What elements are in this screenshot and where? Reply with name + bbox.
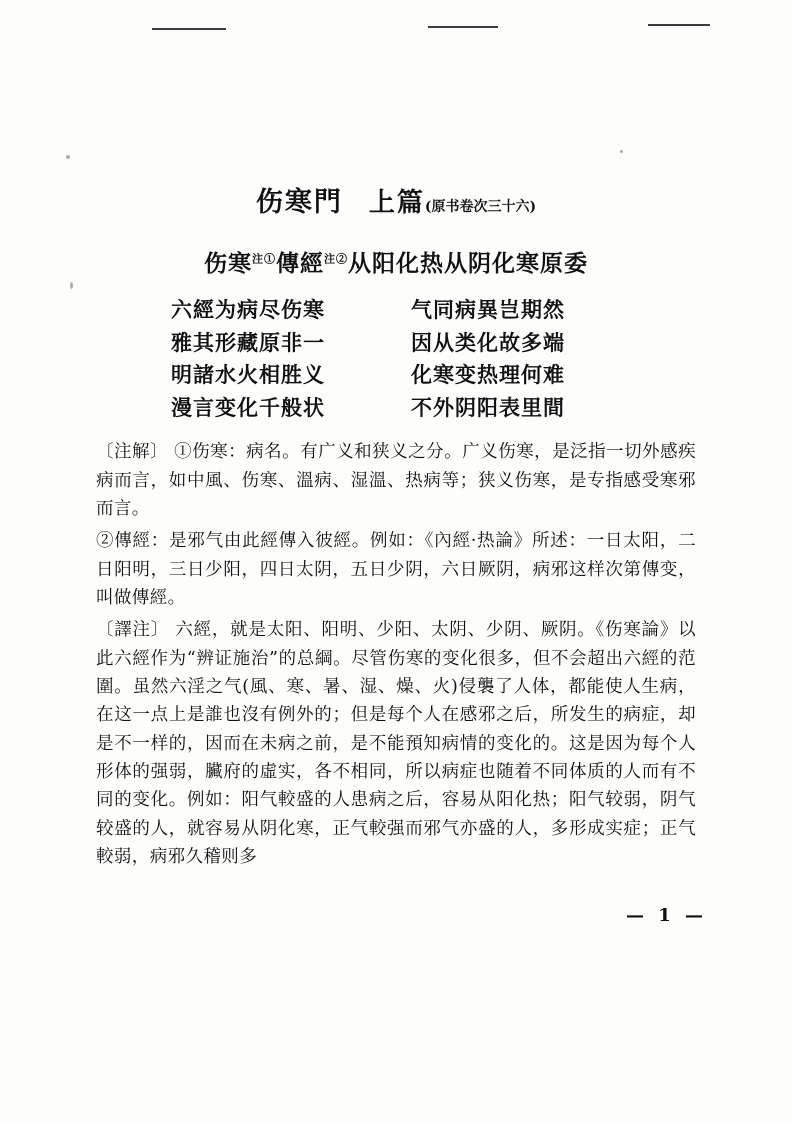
translation-paragraph: 〔譯注〕 六經，就是太阳、阳明、少阳、太阴、少阴、厥阴。《伤寒論》以此六經作为“辨证施治”的总綱。尽管伤寒的变化很多，但不会超出六經的范圍。虽然六淫之气(風、寒、暑、湿、燥、火)侵襲了人体，都能使人生病，在这一点上是誰也沒有例外的；但是每个人在感邪之后，所发生的病症，却是不一样的，因而在未病之前，是不能預知病情的变化的。这是因为每个人形体的强弱，臟府的虛实，各不相同，所以病症也随着不同体质的人而有不同的变化。例如：阳气較盛的人患病之后，容易从阳化热；阳气较弱，阴气较盛的人，就容易从阴化寒，正气較强而邪气亦盛的人，多形成实症；正气較弱，病邪久稽则多	[96, 620, 696, 867]
scan-speck	[66, 155, 70, 159]
page-title-sub: 上篇	[368, 188, 425, 218]
verse-line-right: 不外阴阳表里間	[411, 394, 565, 420]
verse-line-right: 气同病異岂期然	[411, 297, 565, 322]
top-rule-center	[428, 26, 498, 28]
verse-line	[96, 327, 696, 360]
verse-block	[96, 294, 696, 424]
verse-line	[96, 359, 696, 392]
verse-line-right: 因从类化故多端	[411, 329, 565, 355]
verse-line-left: 六經为病尽伤寒	[171, 297, 325, 322]
subtitle-part-1: 伤寒	[204, 250, 252, 277]
page-title-main: 伤寒門	[255, 187, 343, 218]
annotation-paragraph-2: ②傳經：是邪气由此經傳入彼經。例如：《內經·热論》所述：一日太阳，二日阳明，三日少阳，四日太阴，五日少阴，六日厥阴，病邪这样次第傳变，叫做傳經。	[96, 531, 696, 608]
page-number: — 1 —	[625, 905, 707, 926]
section-subtitle	[96, 245, 696, 278]
subtitle-note-marker-2: 注②	[324, 252, 348, 266]
subtitle-part-2: 傳經	[276, 250, 324, 277]
page-title-note: (原书卷次三十六)	[424, 199, 537, 215]
verse-line-left: 明諸水火相胜义	[171, 362, 325, 388]
top-rule-right	[648, 24, 710, 26]
subtitle-part-3: 从阳化热从阴化寒原委	[348, 250, 588, 277]
scan-speck	[620, 150, 623, 153]
page-title	[96, 180, 696, 219]
verse-line-right: 化寒变热理何难	[411, 362, 565, 388]
verse-line	[96, 392, 696, 425]
document-body	[96, 180, 696, 875]
annotation-paragraph-1: 〔注解〕 ①伤寒：病名。有广义和狭义之分。广义伤寒，是泛指一切外感疾病而言，如中風、伤寒、溫病、湿溫、热病等；狭义伤寒，是专指感受寒邪而言。	[96, 442, 696, 519]
top-rule-left	[152, 28, 226, 30]
subtitle-note-marker-1: 注①	[252, 252, 276, 266]
verse-line-left: 漫言变化千般状	[171, 394, 325, 420]
verse-line-left: 雅其形藏原非一	[171, 329, 325, 355]
verse-line	[96, 294, 696, 327]
scan-speck	[70, 282, 73, 289]
